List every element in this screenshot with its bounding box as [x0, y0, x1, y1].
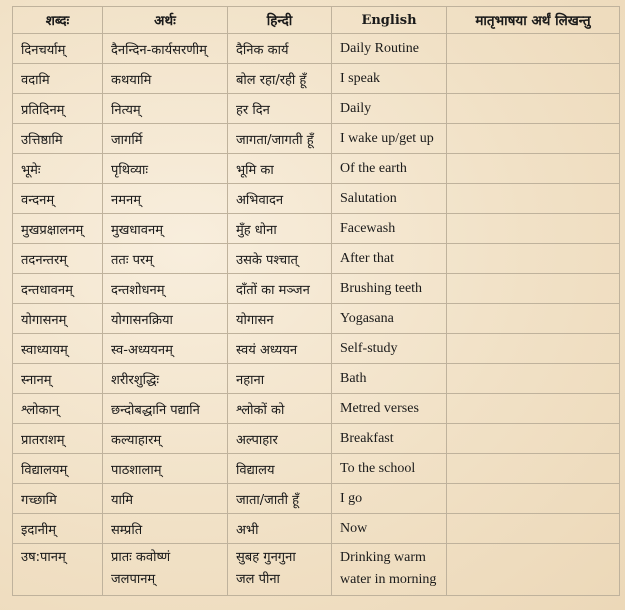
- hindi-cell: स्वयं अध्ययन: [228, 334, 332, 364]
- english-line-1: Drinking warm: [340, 550, 426, 565]
- meaning-cell: कथयामि: [103, 64, 228, 94]
- meaning-line-1: प्रातः कवोष्णं: [111, 550, 171, 565]
- meaning-cell: छन्दोबद्धानि पद्यानि: [103, 394, 228, 424]
- header-english: English: [332, 7, 447, 34]
- mother-tongue-cell[interactable]: [447, 244, 620, 274]
- word-cell: श्लोकान्: [13, 394, 103, 424]
- hindi-cell: योगासन: [228, 304, 332, 334]
- mother-tongue-cell[interactable]: [447, 484, 620, 514]
- meaning-cell: योगासनक्रिया: [103, 304, 228, 334]
- hindi-cell: जागता/जागती हूँ: [228, 124, 332, 154]
- mother-tongue-cell[interactable]: [447, 544, 620, 596]
- meaning-cell: स्व-अध्ययनम्: [103, 334, 228, 364]
- table-row: [13, 34, 620, 64]
- table-row: [13, 94, 620, 124]
- word-cell: विद्यालयम्: [13, 454, 103, 484]
- mother-tongue-cell[interactable]: [447, 334, 620, 364]
- hindi-cell: श्लोकों को: [228, 394, 332, 424]
- table-row: [13, 454, 620, 484]
- mother-tongue-cell[interactable]: [447, 364, 620, 394]
- english-cell: Metred verses: [332, 394, 447, 424]
- english-cell: Facewash: [332, 214, 447, 244]
- vocabulary-table: [12, 6, 620, 596]
- hindi-cell: अभिवादन: [228, 184, 332, 214]
- meaning-cell: नित्यम्: [103, 94, 228, 124]
- hindi-cell: दाँतों का मञ्जन: [228, 274, 332, 304]
- word-cell: गच्छामि: [13, 484, 103, 514]
- english-cell: [332, 544, 447, 596]
- table-row: [13, 424, 620, 454]
- meaning-cell: जागर्मि: [103, 124, 228, 154]
- english-cell: I wake up/get up: [332, 124, 447, 154]
- hindi-cell: बोल रहा/रही हूँ: [228, 64, 332, 94]
- table-row: [13, 364, 620, 394]
- word-cell: स्नानम्: [13, 364, 103, 394]
- meaning-cell: दैनन्दिन-कार्यसरणीम्: [103, 34, 228, 64]
- mother-tongue-cell[interactable]: [447, 214, 620, 244]
- hindi-line-1: सुबह गुनगुना: [236, 550, 296, 565]
- table-row: [13, 394, 620, 424]
- mother-tongue-cell[interactable]: [447, 454, 620, 484]
- english-cell: Of the earth: [332, 154, 447, 184]
- hindi-cell: अल्पाहार: [228, 424, 332, 454]
- word-cell: वन्दनम्: [13, 184, 103, 214]
- english-cell: Breakfast: [332, 424, 447, 454]
- header-hindi: हिन्दी: [228, 7, 332, 34]
- english-cell: Now: [332, 514, 447, 544]
- table-row: [13, 244, 620, 274]
- header-word: शब्दः: [13, 7, 103, 34]
- header-mother-tongue: मातृभाषया अर्थं लिखन्तु: [447, 7, 620, 34]
- mother-tongue-cell[interactable]: [447, 304, 620, 334]
- hindi-cell: [228, 544, 332, 596]
- word-cell: तदनन्तरम्: [13, 244, 103, 274]
- hindi-cell: हर दिन: [228, 94, 332, 124]
- hindi-cell: विद्यालय: [228, 454, 332, 484]
- english-cell: I go: [332, 484, 447, 514]
- table-row: [13, 184, 620, 214]
- mother-tongue-cell[interactable]: [447, 394, 620, 424]
- table-row: [13, 154, 620, 184]
- mother-tongue-cell[interactable]: [447, 514, 620, 544]
- mother-tongue-cell[interactable]: [447, 184, 620, 214]
- word-cell: उष:पानम्: [13, 544, 103, 596]
- meaning-cell: पाठशालाम्: [103, 454, 228, 484]
- word-cell: प्रातराशम्: [13, 424, 103, 454]
- meaning-cell: सम्प्रति: [103, 514, 228, 544]
- word-cell: मुखप्रक्षालनम्: [13, 214, 103, 244]
- english-cell: After that: [332, 244, 447, 274]
- meaning-cell: यामि: [103, 484, 228, 514]
- mother-tongue-cell[interactable]: [447, 424, 620, 454]
- hindi-cell: उसके पश्चात्: [228, 244, 332, 274]
- table-row: [13, 544, 620, 596]
- word-cell: योगासनम्: [13, 304, 103, 334]
- mother-tongue-cell[interactable]: [447, 124, 620, 154]
- hindi-cell: भूमि का: [228, 154, 332, 184]
- word-cell: दिनचर्याम्: [13, 34, 103, 64]
- hindi-line-2: जल पीना: [236, 572, 280, 587]
- header-row: [13, 7, 620, 34]
- table-row: [13, 514, 620, 544]
- meaning-cell: [103, 544, 228, 596]
- word-cell: प्रतिदिनम्: [13, 94, 103, 124]
- english-cell: Daily Routine: [332, 34, 447, 64]
- mother-tongue-cell[interactable]: [447, 154, 620, 184]
- meaning-cell: दन्तशोधनम्: [103, 274, 228, 304]
- hindi-cell: दैनिक कार्य: [228, 34, 332, 64]
- table-row: [13, 304, 620, 334]
- english-cell: I speak: [332, 64, 447, 94]
- hindi-cell: मुँह धोना: [228, 214, 332, 244]
- mother-tongue-cell[interactable]: [447, 34, 620, 64]
- english-cell: Self-study: [332, 334, 447, 364]
- table-row: [13, 64, 620, 94]
- english-line-2: water in morning: [340, 572, 437, 587]
- english-cell: Daily: [332, 94, 447, 124]
- header-meaning: अर्थः: [103, 7, 228, 34]
- meaning-cell: नमनम्: [103, 184, 228, 214]
- table-row: [13, 484, 620, 514]
- word-cell: स्वाध्यायम्: [13, 334, 103, 364]
- word-cell: दन्तधावनम्: [13, 274, 103, 304]
- hindi-cell: अभी: [228, 514, 332, 544]
- hindi-cell: जाता/जाती हूँ: [228, 484, 332, 514]
- word-cell: वदामि: [13, 64, 103, 94]
- meaning-cell: शरीरशुद्धिः: [103, 364, 228, 394]
- meaning-cell: ततः परम्: [103, 244, 228, 274]
- word-cell: इदानीम्: [13, 514, 103, 544]
- table-row: [13, 334, 620, 364]
- mother-tongue-cell[interactable]: [447, 64, 620, 94]
- hindi-cell: नहाना: [228, 364, 332, 394]
- english-cell: Yogasana: [332, 304, 447, 334]
- mother-tongue-cell[interactable]: [447, 94, 620, 124]
- meaning-cell: कल्याहारम्: [103, 424, 228, 454]
- english-cell: Brushing teeth: [332, 274, 447, 304]
- word-cell: उत्तिष्ठामि: [13, 124, 103, 154]
- word-cell: भूमेः: [13, 154, 103, 184]
- english-cell: Bath: [332, 364, 447, 394]
- english-cell: Salutation: [332, 184, 447, 214]
- english-cell: To the school: [332, 454, 447, 484]
- table-row: [13, 274, 620, 304]
- mother-tongue-cell[interactable]: [447, 274, 620, 304]
- table-row: [13, 214, 620, 244]
- meaning-cell: पृथिव्याः: [103, 154, 228, 184]
- meaning-line-2: जलपानम्: [111, 572, 156, 587]
- table-row: [13, 124, 620, 154]
- meaning-cell: मुखधावनम्: [103, 214, 228, 244]
